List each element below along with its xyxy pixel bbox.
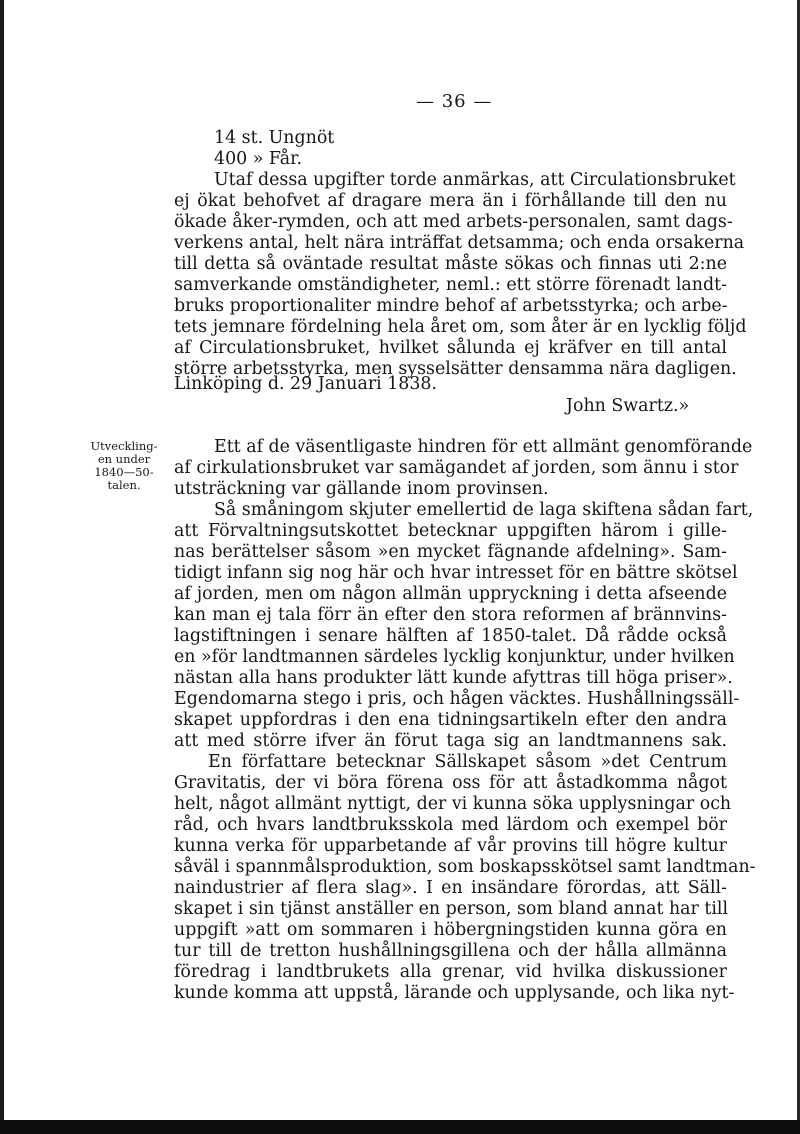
letter-line: ej ökat behofvet af dragare mera än i förhållande till den nu xyxy=(174,191,727,211)
letter-date: Linköping d. 29 Januari 1838. xyxy=(174,374,438,394)
body-line: tur till de tretton hushållningsgillena och der hålla allmänna xyxy=(174,941,727,961)
body-line: af jorden, men om någon allmän uppryckning i detta afseende xyxy=(174,584,727,604)
margin-note xyxy=(88,440,160,492)
body-line: kan man ej tala förr än efter den stora reformen af brännvins- xyxy=(174,605,727,625)
body-line: naindustrier af flera slag». I en insändare förordas, att Säll- xyxy=(174,878,727,898)
body-line: lagstiftningen i senare hälften af 1850-talet. Då rådde också xyxy=(174,626,727,646)
body-line: Egendomarna stego i pris, och hågen väcktes. Hushållningssäll- xyxy=(174,689,740,709)
margin-note-line: 1840—50- xyxy=(94,465,154,479)
letter-line: ökade åker-rymden, och att med arbets-personalen, samt dags- xyxy=(174,212,733,232)
page-number: — 36 — xyxy=(416,91,493,112)
body-line: kunna verka för upparbetande af vår provins till högre kultur xyxy=(174,836,727,856)
body-line: Gravitatis, der vi böra förena oss för att åstadkomma något xyxy=(174,773,727,793)
body-line: skapet i sin tjänst anställer en person, som bland annat har till xyxy=(174,899,729,919)
body-line: skapet uppfordras i den ena tidningsartikeln efter den andra xyxy=(174,710,727,730)
body-line: En författare betecknar Sällskapet såsom »det Centrum xyxy=(208,752,727,772)
list-item: 400 » Får. xyxy=(214,149,303,169)
scan-edge-bottom xyxy=(0,1120,800,1134)
body-line: helt, något allmänt nyttigt, der vi kunna söka upplysningar och xyxy=(174,794,732,814)
letter-line: bruks proportionaliter mindre behof af arbetsstyrka; och arbe- xyxy=(174,296,728,316)
body-line: kunde komma att uppstå, lärande och upplysande, och lika nyt- xyxy=(174,983,735,1003)
body-line: att Förvaltningsutskottet betecknar uppgiften härom i gille- xyxy=(174,521,727,541)
body-line: nas berättelser såsom »en mycket fägnande afdelning». Sam- xyxy=(174,542,727,562)
body-line: tidigt infann sig nog här och hvar intresset för en bättre skötsel xyxy=(174,563,738,583)
body-line: af cirkulationsbruket var samägandet af jorden, som ännu i stor xyxy=(174,458,739,478)
letter-line: verkens antal, helt nära inträffat detsamma; och enda orsakerna xyxy=(174,233,745,253)
body-line: att med större ifver än förut taga sig an landtmannens sak. xyxy=(174,731,727,751)
letter-line: till detta så oväntade resultat måste sökas och finnas uti 2:ne xyxy=(174,254,727,274)
list-item: 14 st. Ungnöt xyxy=(214,128,335,148)
letter-line: större arbetsstyrka, men sysselsätter densamma nära dagligen. xyxy=(174,359,737,379)
body-line: Ett af de väsentligaste hindren för ett allmänt genomförande xyxy=(214,437,753,457)
letter-line: samverkande omständigheter, neml.: ett större förenadt landt- xyxy=(174,275,727,295)
margin-note-line: en under xyxy=(97,452,151,466)
letter-line: Utaf dessa upgifter torde anmärkas, att Circulationsbruket xyxy=(214,170,736,190)
margin-note-line: Utveckling- xyxy=(90,439,158,453)
body-line: råd, och hvars landtbruksskola med lärdom och exempel bör xyxy=(174,815,727,835)
body-line: såväl i spannmålsproduktion, som boskapsskötsel samt landtman- xyxy=(174,857,756,877)
letter-line: tets jemnare fördelning hela året om, som åter är en lycklig följd xyxy=(174,317,747,337)
body-line: utsträckning var gällande inom provinsen. xyxy=(174,479,549,499)
body-line: nästan alla hans produkter lätt kunde afyttras till höga priser». xyxy=(174,668,733,688)
margin-note-line: talen. xyxy=(107,478,141,492)
body-line: föredrag i landtbrukets alla grenar, vid hvilka diskussioner xyxy=(174,962,727,982)
signature: John Swartz.» xyxy=(566,396,690,416)
body-line: en »för landtmannen särdeles lycklig konjunktur, under hvilken xyxy=(174,647,735,667)
letter-line: af Circulationsbruket, hvilket sålunda ej kräfver en till antal xyxy=(174,338,727,358)
body-line: uppgift »att om sommaren i höbergningstiden kunna göra en xyxy=(174,920,727,940)
scan-edge-left xyxy=(0,0,4,1134)
body-line: Så småningom skjuter emellertid de laga skiftena sådan fart, xyxy=(214,500,754,520)
